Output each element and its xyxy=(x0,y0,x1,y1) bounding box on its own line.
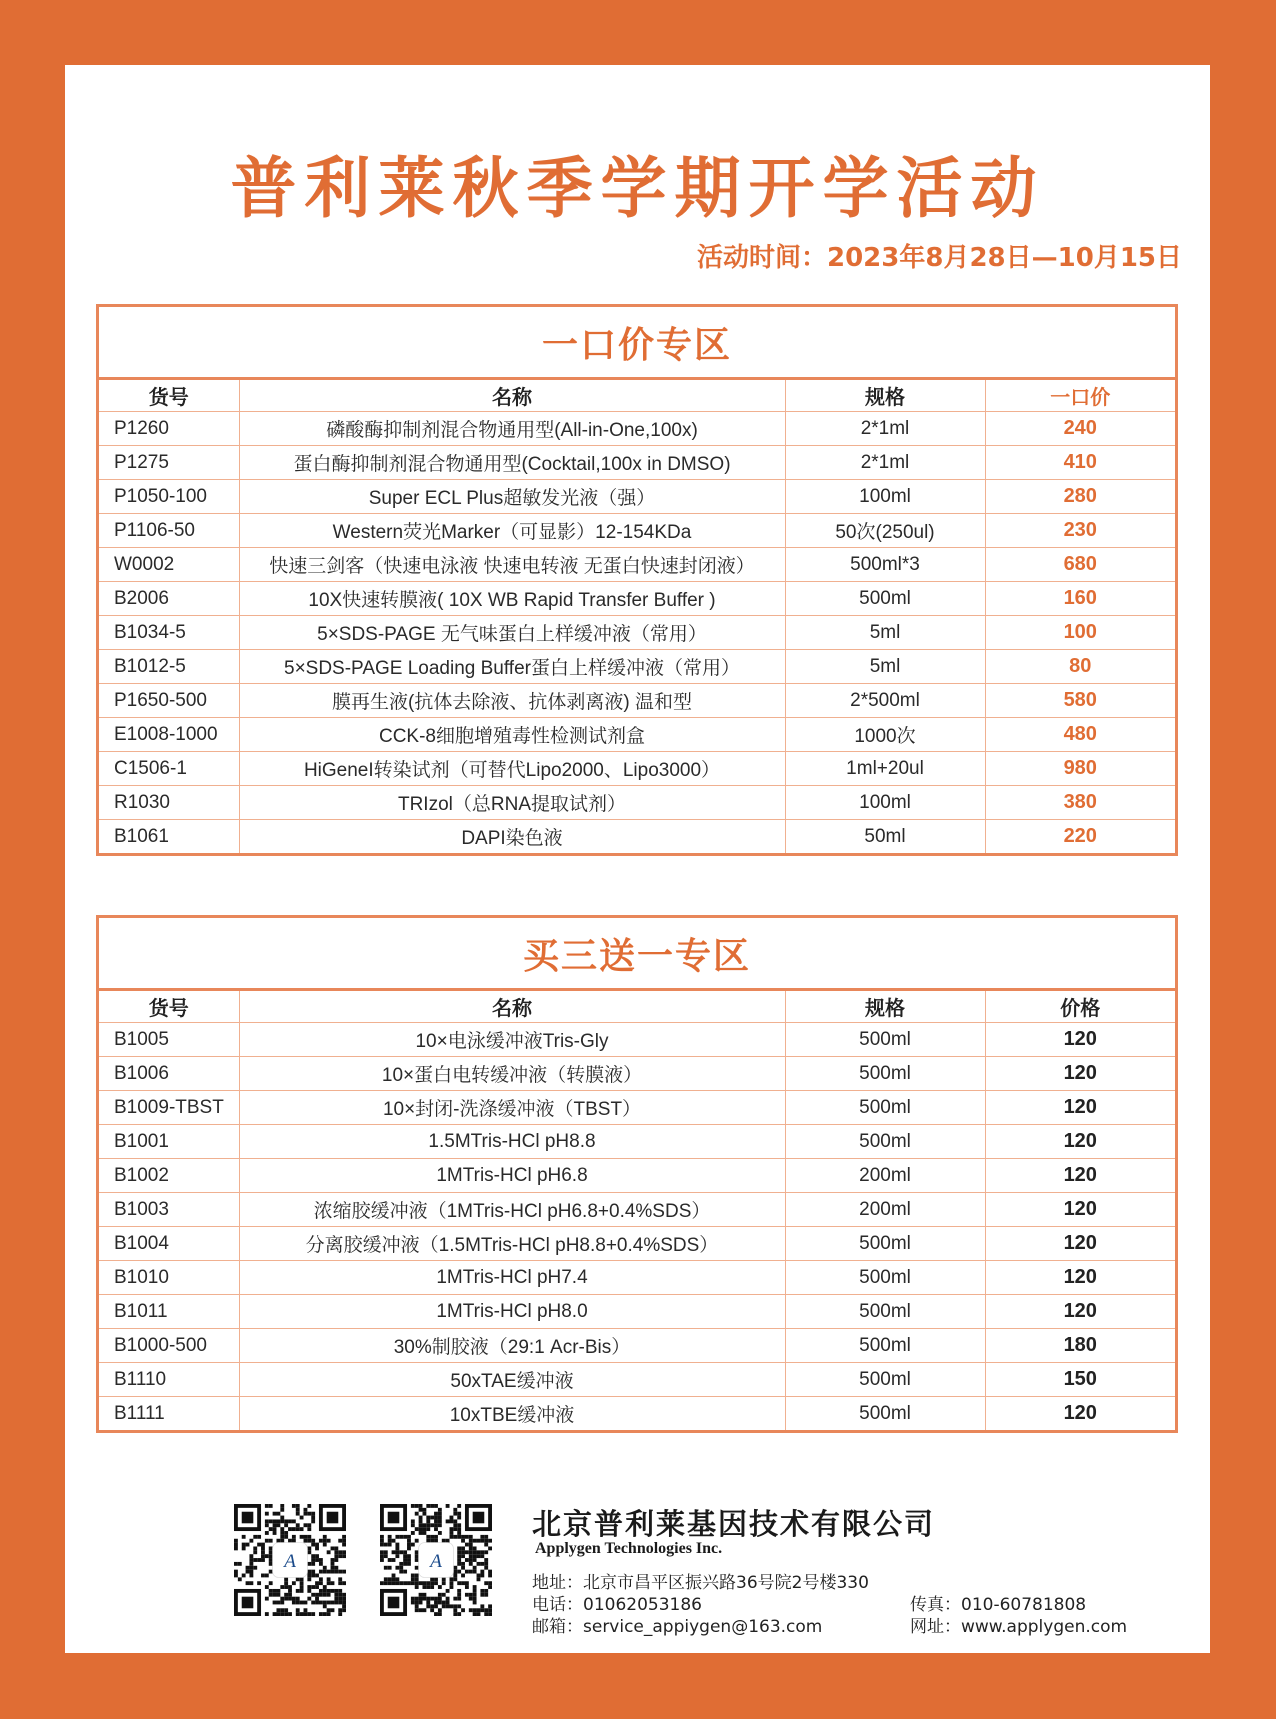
table-row xyxy=(99,718,1175,752)
product-name: 10xTBE缓冲液 xyxy=(239,1397,785,1431)
product-spec: 50ml xyxy=(785,820,985,854)
fixed-price-table xyxy=(96,304,1178,856)
product-name: 浓缩胶缓冲液（1MTris-HCl pH6.8+0.4%SDS） xyxy=(239,1193,785,1227)
product-name: HiGeneI转染试剂（可替代Lipo2000、Lipo3000） xyxy=(239,752,785,786)
product-spec: 500ml xyxy=(785,1125,985,1159)
product-name: 10×封闭-洗涤缓冲液（TBST） xyxy=(239,1091,785,1125)
product-price: 240 xyxy=(985,412,1175,446)
product-code: P1260 xyxy=(99,412,239,446)
product-spec: 100ml xyxy=(785,480,985,514)
product-name: 30%制胶液（29:1 Acr-Bis） xyxy=(239,1329,785,1363)
product-code: B1034-5 xyxy=(99,616,239,650)
product-price: 160 xyxy=(985,582,1175,616)
product-spec: 1ml+20ul xyxy=(785,752,985,786)
product-name: 磷酸酶抑制剂混合物通用型(All-in-One,100x) xyxy=(239,412,785,446)
product-code: B1001 xyxy=(99,1125,239,1159)
column-header-spec: 规格 xyxy=(785,991,985,1023)
product-code: B1000-500 xyxy=(99,1329,239,1363)
product-price: 120 xyxy=(985,1159,1175,1193)
product-name: 快速三剑客（快速电泳液 快速电转液 无蛋白快速封闭液） xyxy=(239,548,785,582)
product-price: 680 xyxy=(985,548,1175,582)
table-header-row xyxy=(99,380,1175,412)
product-spec: 5ml xyxy=(785,616,985,650)
company-name-cn: 北京普利莱基因技术有限公司 xyxy=(532,1507,936,1541)
company-fax: 传真：010-60781808 xyxy=(910,1595,1087,1615)
product-price: 120 xyxy=(1063,1402,1097,1424)
table-row xyxy=(99,514,1175,548)
product-name: 蛋白酶抑制剂混合物通用型(Cocktail,100x in DMSO) xyxy=(239,446,785,480)
svg-text:A: A xyxy=(284,1550,296,1572)
table-row xyxy=(99,1363,1175,1397)
product-name: 1MTris-HCl pH8.0 xyxy=(239,1295,785,1329)
svg-text:A: A xyxy=(430,1550,442,1572)
product-code: B1003 xyxy=(99,1193,239,1227)
buy-three-get-one-table xyxy=(96,915,1178,1433)
table-row xyxy=(99,548,1175,582)
table-row xyxy=(99,1023,1175,1057)
table-row xyxy=(99,1329,1175,1363)
product-code: P1275 xyxy=(99,446,239,480)
column-header-name: 名称 xyxy=(239,991,785,1023)
table-row xyxy=(99,1261,1175,1295)
table-row xyxy=(99,446,1175,480)
product-spec: 500ml*3 xyxy=(785,548,985,582)
table-row xyxy=(99,1159,1175,1193)
product-spec: 200ml xyxy=(785,1193,985,1227)
column-header-spec: 规格 xyxy=(785,380,985,412)
product-code: B1012-5 xyxy=(99,650,239,684)
product-spec: 5ml xyxy=(785,650,985,684)
table-row xyxy=(99,616,1175,650)
product-spec: 500ml xyxy=(785,1023,985,1057)
table-row xyxy=(99,752,1175,786)
table-header-row xyxy=(99,991,1175,1023)
product-name: DAPI染色液 xyxy=(239,820,785,854)
company-name-en: Applygen Technologies Inc. xyxy=(535,1540,723,1557)
table-row xyxy=(99,1193,1175,1227)
product-price: 100 xyxy=(985,616,1175,650)
table-row xyxy=(99,650,1175,684)
page-title: 普利莱秋季学期开学活动 xyxy=(230,150,1045,227)
product-spec: 500ml xyxy=(785,1295,985,1329)
company-phone: 电话：01062053186 xyxy=(532,1595,702,1615)
product-name: TRIzol（总RNA提取试剂） xyxy=(239,786,785,820)
table-row xyxy=(99,1295,1175,1329)
company-website[interactable]: 网址：www.applygen.com xyxy=(910,1617,1128,1637)
product-code: E1008-1000 xyxy=(99,718,239,752)
product-name: 10×蛋白电转缓冲液（转膜液） xyxy=(239,1057,785,1091)
product-price: 480 xyxy=(985,718,1175,752)
product-price: 120 xyxy=(985,1261,1175,1295)
section-title: 一口价专区 xyxy=(99,307,1175,380)
product-name: 5×SDS-PAGE Loading Buffer蛋白上样缓冲液（常用） xyxy=(239,650,785,684)
column-header-name: 名称 xyxy=(239,380,785,412)
product-spec: 500ml xyxy=(785,582,985,616)
product-code: P1050-100 xyxy=(99,480,239,514)
table-row xyxy=(99,480,1175,514)
product-code: B1006 xyxy=(99,1057,239,1091)
product-name: 分离胶缓冲液（1.5MTris-HCl pH8.8+0.4%SDS） xyxy=(239,1227,785,1261)
product-spec: 100ml xyxy=(785,786,985,820)
product-spec: 200ml xyxy=(785,1159,985,1193)
product-code: B1002 xyxy=(99,1159,239,1193)
qr-code-icon xyxy=(234,1504,346,1616)
company-address: 地址：北京市昌平区振兴路36号院2号楼330 xyxy=(532,1573,869,1593)
qr-code-icon xyxy=(380,1504,492,1616)
product-price: 380 xyxy=(985,786,1175,820)
product-name: Western荧光Marker（可显影）12-154KDa xyxy=(239,514,785,548)
product-code: B2006 xyxy=(99,582,239,616)
product-price: 120 xyxy=(985,1193,1175,1227)
flyer-page xyxy=(65,65,1210,1653)
product-name: 50xTAE缓冲液 xyxy=(239,1363,785,1397)
product-price: 120 xyxy=(985,1091,1175,1125)
product-code: B1110 xyxy=(99,1363,239,1397)
product-spec: 2*1ml xyxy=(785,412,985,446)
product-name: 1MTris-HCl pH6.8 xyxy=(239,1159,785,1193)
product-price: 180 xyxy=(985,1329,1175,1363)
product-spec: 500ml xyxy=(785,1091,985,1125)
product-price: 120 xyxy=(985,1023,1175,1057)
product-price: 120 xyxy=(985,1227,1175,1261)
table-row xyxy=(99,1397,1175,1431)
company-email[interactable]: 邮箱：service_appiygen@163.com xyxy=(532,1617,823,1637)
table-row xyxy=(99,1227,1175,1261)
product-name: 膜再生液(抗体去除液、抗体剥离液) 温和型 xyxy=(239,684,785,718)
product-spec: 50次(250ul) xyxy=(785,514,985,548)
table-row xyxy=(99,1057,1175,1091)
product-price: 280 xyxy=(985,480,1175,514)
product-code: B1004 xyxy=(99,1227,239,1261)
table-row xyxy=(99,582,1175,616)
product-spec: 2*1ml xyxy=(785,446,985,480)
column-header-price: 价格 xyxy=(985,991,1175,1023)
product-name: 5×SDS-PAGE 无气味蛋白上样缓冲液（常用） xyxy=(239,616,785,650)
product-spec: 1000次 xyxy=(785,718,985,752)
product-price: 120 xyxy=(985,1057,1175,1091)
event-date: 活动时间：2023年8月28日—10月15日 xyxy=(697,243,1182,273)
company-footer xyxy=(65,1502,1210,1642)
section-title: 买三送一专区 xyxy=(99,918,1175,991)
product-spec: 500ml xyxy=(785,1227,985,1261)
table-row xyxy=(99,1125,1175,1159)
product-price: 80 xyxy=(985,650,1175,684)
product-name: Super ECL Plus超敏发光液（强） xyxy=(239,480,785,514)
column-header-code: 货号 xyxy=(99,991,239,1023)
product-spec: 2*500ml xyxy=(785,684,985,718)
product-code: B1011 xyxy=(99,1295,239,1329)
product-spec: 500ml xyxy=(785,1261,985,1295)
product-price: 980 xyxy=(985,752,1175,786)
table-row xyxy=(99,786,1175,820)
product-spec: 500ml xyxy=(785,1057,985,1091)
product-spec: 500ml xyxy=(785,1397,985,1431)
product-name: 10×电泳缓冲液Tris-Gly xyxy=(239,1023,785,1057)
table-row xyxy=(99,684,1175,718)
product-code: R1030 xyxy=(99,786,239,820)
product-price: 150 xyxy=(985,1363,1175,1397)
product-spec: 500ml xyxy=(785,1329,985,1363)
product-code: B1009-TBST xyxy=(99,1091,239,1125)
product-code: W0002 xyxy=(99,548,239,582)
product-code: B1005 xyxy=(99,1023,239,1057)
product-code: C1506-1 xyxy=(99,752,239,786)
product-name: CCK-8细胞增殖毒性检测试剂盒 xyxy=(239,718,785,752)
product-code: P1106-50 xyxy=(99,514,239,548)
product-name: 10X快速转膜液( 10X WB Rapid Transfer Buffer ) xyxy=(239,582,785,616)
product-code: B1061 xyxy=(99,820,239,854)
product-price: 580 xyxy=(985,684,1175,718)
product-spec: 500ml xyxy=(785,1363,985,1397)
product-price: 120 xyxy=(985,1125,1175,1159)
column-header-price: 一口价 xyxy=(985,380,1175,412)
column-header-code: 货号 xyxy=(99,380,239,412)
product-price: 230 xyxy=(985,514,1175,548)
product-price: 220 xyxy=(1063,825,1097,847)
table-row xyxy=(99,412,1175,446)
product-price: 410 xyxy=(985,446,1175,480)
product-code: P1650-500 xyxy=(99,684,239,718)
table-row xyxy=(99,1091,1175,1125)
table-row xyxy=(99,820,1175,854)
product-name: 1MTris-HCl pH7.4 xyxy=(239,1261,785,1295)
product-code: B1010 xyxy=(99,1261,239,1295)
product-price: 120 xyxy=(985,1295,1175,1329)
product-name: 1.5MTris-HCl pH8.8 xyxy=(239,1125,785,1159)
product-code: B1111 xyxy=(99,1397,239,1431)
